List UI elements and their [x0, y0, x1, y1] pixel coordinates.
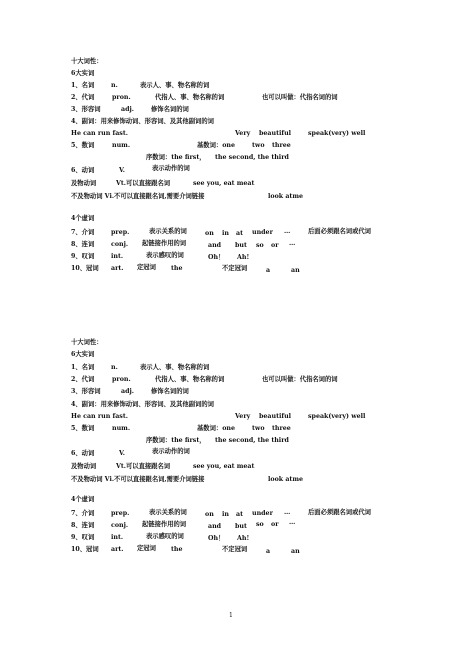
- pronoun-desc: 代指人、事、物名称的词: [155, 376, 225, 383]
- page-number: 1: [229, 612, 233, 619]
- pronoun-abbr: pron.: [112, 376, 131, 383]
- conjunction-and: and: [208, 523, 222, 530]
- verb-abbr: V.: [119, 167, 125, 174]
- conjunction-label: 8、连词: [71, 522, 95, 529]
- cardinal-number-label: 基数词：one: [197, 425, 235, 432]
- preposition-note: 后面必须跟名词或代词: [308, 228, 371, 235]
- article-abbr: art.: [111, 546, 124, 553]
- definite-article-label: 定冠词: [137, 545, 156, 552]
- adverb-example-very: Very: [235, 130, 251, 137]
- conjunction-abbr: conj.: [111, 522, 129, 529]
- adjective-abbr: adj.: [121, 106, 134, 113]
- preposition-desc: 表示关系的词: [149, 228, 187, 235]
- intransitive-verb-example: look atme: [268, 193, 304, 200]
- adverb-example-sentence: He can run fast.: [71, 130, 128, 137]
- preposition-under: under: [252, 229, 273, 236]
- interjection-desc: 表示感叹的词: [146, 533, 184, 540]
- cardinal-number-label: 基数词：one: [197, 142, 235, 149]
- indefinite-article-a: a: [266, 267, 271, 274]
- interjection-abbr: int.: [111, 534, 124, 541]
- adverb-example-sentence: He can run fast.: [71, 413, 128, 420]
- conjunction-ellipsis: …: [289, 240, 296, 247]
- intransitive-verb-desc: 不及物动词 Vi.不可以直接跟名词,需要介词链接: [71, 476, 205, 483]
- numeral-abbr: num.: [112, 142, 131, 149]
- pronoun-note: 也可以叫做：代指名词的词: [262, 94, 338, 101]
- conjunction-abbr: conj.: [111, 241, 129, 248]
- preposition-label: 7、介词: [71, 510, 95, 517]
- indefinite-article-a: a: [266, 548, 271, 555]
- content-words-heading: 6大实词: [71, 70, 95, 77]
- block-title: 十大词性：: [71, 58, 103, 65]
- transitive-verb-example: see you, eat meat: [193, 180, 255, 187]
- indefinite-article-label: 不定冠词: [222, 265, 248, 272]
- interjection-abbr: int.: [111, 253, 124, 260]
- verb-label: 6、动词: [71, 450, 95, 457]
- interjection-oh: Oh！: [208, 254, 225, 261]
- interjection-label: 9、叹词: [71, 253, 95, 260]
- transitive-verb-label: 及物动词: [71, 463, 97, 470]
- verb-desc: 表示动作的词: [152, 165, 190, 172]
- definite-article-the: the: [171, 546, 183, 553]
- interjection-oh: Oh！: [208, 535, 225, 542]
- noun-abbr: n.: [111, 82, 118, 89]
- adverb-definition: 4、副词：用来修饰动词、形容词、及其他副词的词: [71, 401, 214, 408]
- indefinite-article-an: an: [291, 267, 300, 274]
- interjection-ah: Ah!: [237, 254, 250, 261]
- interjection-desc: 表示感叹的词: [146, 252, 184, 259]
- adjective-label: 3、形容词: [71, 388, 101, 395]
- pronoun-abbr: pron.: [112, 94, 131, 101]
- adjective-desc: 修饰名词的词: [151, 106, 189, 113]
- intransitive-verb-example: look atme: [268, 476, 304, 483]
- pronoun-note: 也可以叫做：代指名词的词: [262, 376, 338, 383]
- conjunction-but: but: [235, 242, 247, 249]
- preposition-on: on: [205, 230, 214, 237]
- adverb-example-speak: speak(very) well: [308, 130, 366, 137]
- adverb-definition: 4、副词：用来修饰动词、形容词、及其他副词的词: [71, 118, 214, 125]
- interjection-label: 9、叹词: [71, 534, 95, 541]
- preposition-ellipsis: …: [284, 509, 291, 516]
- preposition-ellipsis: …: [284, 228, 291, 235]
- conjunction-desc: 起链接作用的词: [142, 240, 187, 247]
- ordinal-number-label: 序数词：the first，: [146, 154, 206, 161]
- noun-label: 1、名词: [71, 82, 95, 89]
- adverb-example-beautiful: beautiful: [259, 413, 292, 420]
- preposition-desc: 表示关系的词: [149, 509, 187, 516]
- definite-article-label: 定冠词: [137, 264, 156, 271]
- conjunction-and: and: [208, 242, 222, 249]
- conjunction-ellipsis: …: [289, 519, 296, 526]
- noun-desc: 表示人、事、物名称的词: [140, 364, 210, 371]
- pronoun-label: 2、代词: [71, 94, 95, 101]
- verb-label: 6、动词: [71, 167, 95, 174]
- preposition-in: in: [222, 511, 229, 518]
- cardinal-three: three: [272, 425, 291, 432]
- article-label: 10、冠词: [71, 265, 99, 272]
- article-label: 10、冠词: [71, 546, 99, 553]
- transitive-verb-label: 及物动词: [71, 180, 97, 187]
- cardinal-two: two: [252, 425, 265, 432]
- adverb-example-very: Very: [235, 413, 251, 420]
- ordinal-second-third: the second, the third: [215, 437, 289, 444]
- preposition-at: at: [236, 511, 243, 518]
- conjunction-so: so: [256, 242, 264, 249]
- adverb-example-beautiful: beautiful: [259, 130, 292, 137]
- conjunction-or: or: [271, 521, 279, 528]
- preposition-on: on: [205, 511, 214, 518]
- adverb-example-speak: speak(very) well: [308, 413, 366, 420]
- adjective-label: 3、形容词: [71, 106, 101, 113]
- preposition-under: under: [252, 510, 273, 517]
- interjection-ah: Ah!: [237, 535, 250, 542]
- transitive-verb-desc: Vt.可以直接跟名词: [116, 463, 171, 470]
- adjective-abbr: adj.: [121, 388, 134, 395]
- definite-article-the: the: [171, 265, 183, 272]
- noun-abbr: n.: [111, 364, 118, 371]
- intransitive-verb-desc: 不及物动词 Vi.不可以直接跟名词,需要介词链接: [71, 193, 205, 200]
- preposition-abbr: prep.: [111, 510, 130, 517]
- function-words-heading: 4个虚词: [71, 215, 95, 222]
- preposition-abbr: prep.: [111, 229, 130, 236]
- noun-desc: 表示人、事、物名称的词: [140, 82, 210, 89]
- adjective-desc: 修饰名词的词: [151, 388, 189, 395]
- indefinite-article-an: an: [291, 548, 300, 555]
- function-words-heading: 4个虚词: [71, 496, 95, 503]
- preposition-label: 7、介词: [71, 229, 95, 236]
- conjunction-or: or: [271, 242, 279, 249]
- noun-label: 1、名词: [71, 364, 95, 371]
- conjunction-desc: 起链接作用的词: [142, 521, 187, 528]
- ordinal-number-label: 序数词：the first，: [146, 437, 206, 444]
- content-words-heading: 6大实词: [71, 351, 95, 358]
- preposition-in: in: [222, 230, 229, 237]
- preposition-at: at: [236, 230, 243, 237]
- conjunction-but: but: [235, 523, 247, 530]
- transitive-verb-example: see you, eat meat: [193, 463, 255, 470]
- verb-desc: 表示动作的词: [152, 448, 190, 455]
- verb-abbr: V.: [119, 450, 125, 457]
- numeral-label: 5、数词: [71, 425, 95, 432]
- block-title: 十大词性：: [71, 339, 103, 346]
- ordinal-second-third: the second, the third: [215, 154, 289, 161]
- article-abbr: art.: [111, 265, 124, 272]
- numeral-label: 5、数词: [71, 142, 95, 149]
- pronoun-label: 2、代词: [71, 376, 95, 383]
- cardinal-three: three: [272, 142, 291, 149]
- conjunction-label: 8、连词: [71, 241, 95, 248]
- transitive-verb-desc: Vt.可以直接跟名词: [116, 180, 171, 187]
- conjunction-so: so: [256, 521, 264, 528]
- preposition-note: 后面必须跟名词或代词: [308, 509, 371, 516]
- numeral-abbr: num.: [112, 425, 131, 432]
- pronoun-desc: 代指人、事、物名称的词: [155, 94, 225, 101]
- cardinal-two: two: [252, 142, 265, 149]
- indefinite-article-label: 不定冠词: [222, 546, 248, 553]
